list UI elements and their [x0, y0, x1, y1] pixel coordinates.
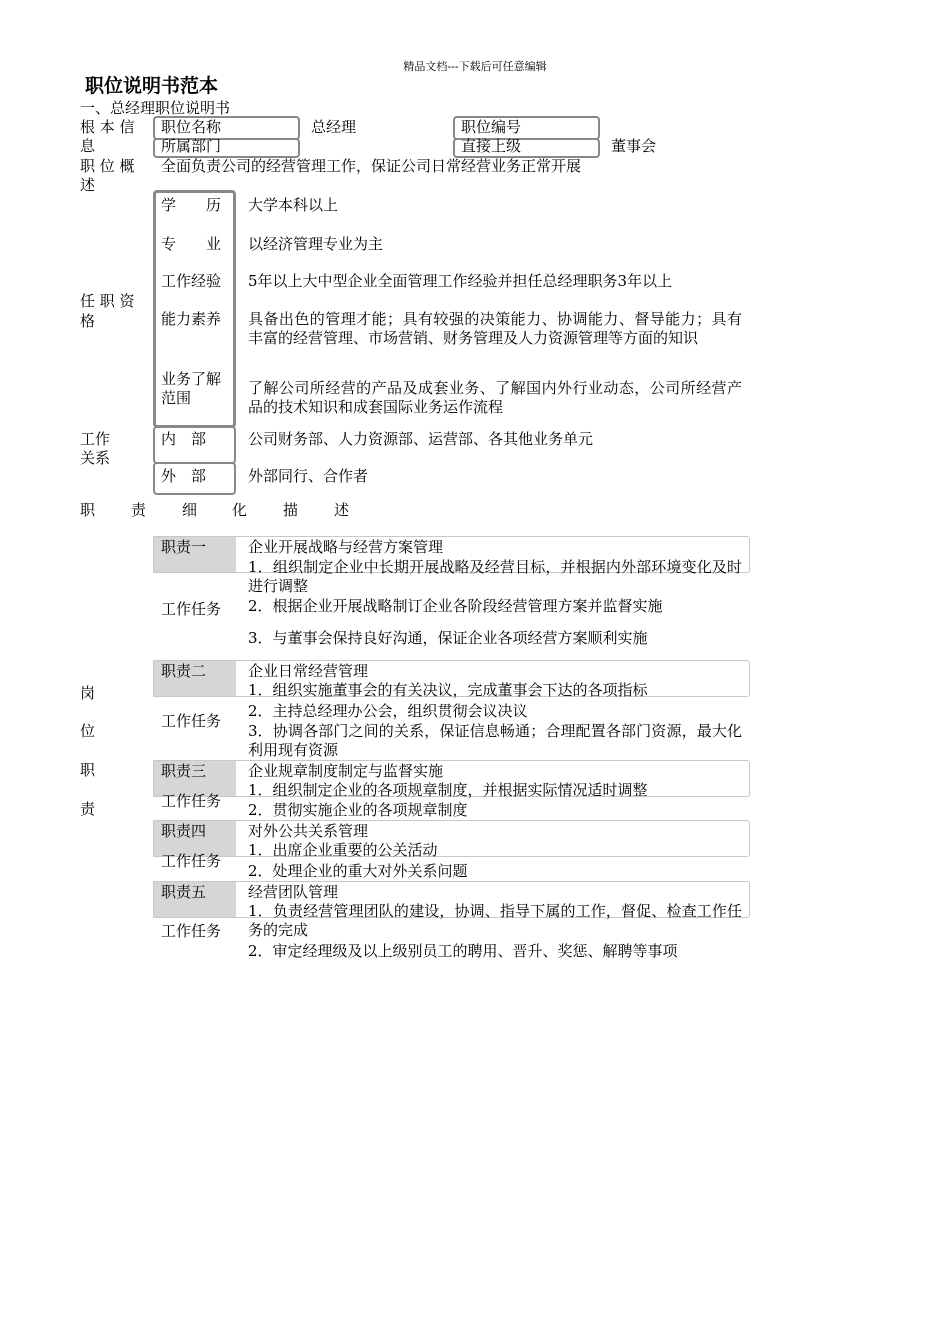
duty-4-label: 职责四	[161, 822, 207, 840]
duty-2-task-1: 1．组织实施董事会的有关决议，完成董事会下达的各项指标	[248, 681, 648, 699]
duty-3-task-label: 工作任务	[161, 792, 222, 810]
qualifications-label-line1: 任 职 资	[80, 292, 135, 310]
duty-1-task-label: 工作任务	[161, 600, 222, 618]
section-heading: 一、总经理职位说明书	[80, 99, 231, 117]
duty-3-title: 企业规章制度制定与监督实施	[248, 762, 444, 780]
superior-label: 直接上级	[461, 137, 522, 155]
duty-heading-char: 述	[334, 501, 350, 519]
overview-text: 全面负责公司的经营管理工作，保证公司日常经营业务正常开展	[161, 157, 582, 175]
post-duty-label-char: 位	[80, 722, 96, 740]
qualification-label-scope-line1: 业务了解	[161, 370, 222, 388]
duty-heading-char: 职	[80, 501, 96, 519]
relations-label-line1: 工作	[80, 430, 111, 448]
relations-external-value: 外部同行、合作者	[248, 467, 369, 485]
duty-3-task-2: 2．贯彻实施企业的各项规章制度	[248, 801, 468, 819]
duty-5-title: 经营团队管理	[248, 883, 339, 901]
header-note: 精品文档---下载后可任意编辑	[403, 60, 547, 73]
duty-1-task-3: 3．与董事会保持良好沟通，保证企业各项经营方案顺利实施	[248, 629, 648, 647]
relations-internal-label: 内 部	[161, 430, 207, 448]
qualification-value-scope: 了解公司所经营的产品及成套业务、了解国内外行业动态，公司所经营产品的技术知识和成套国际业务运作流程	[248, 379, 742, 416]
duty-4-task-1: 1．出席企业重要的公关活动	[248, 841, 438, 859]
duty-4-task-2: 2．处理企业的重大对外关系问题	[248, 862, 468, 880]
duty-2-task-3: 3．协调各部门之间的关系，保证信息畅通；合理配置各部门资源，最大化利用现有资源	[248, 722, 742, 759]
duty-1-task-1: 1．组织制定企业中长期开展战略及经营目标，并根据内外部环境变化及时进行调整	[248, 558, 742, 595]
duty-heading-char: 化	[232, 501, 248, 519]
duty-4-frame	[153, 820, 750, 857]
position-name-value: 总经理	[311, 118, 357, 136]
relations-external-label: 外 部	[161, 467, 207, 485]
duty-2-task-2: 2．主持总经理办公会，组织贯彻会议决议	[248, 702, 528, 720]
qualification-label-ability: 能力素养	[161, 310, 222, 328]
department-label: 所属部门	[161, 137, 222, 155]
post-duty-label-char: 责	[80, 800, 96, 818]
duty-1-title: 企业开展战略与经营方案管理	[248, 538, 444, 556]
duty-2-label: 职责二	[161, 662, 207, 680]
position-name-label: 职位名称	[161, 118, 222, 136]
basic-info-label-line2: 息	[80, 137, 96, 155]
duty-5-task-label: 工作任务	[161, 922, 222, 940]
duty-3-task-1: 1．组织制定企业的各项规章制度，并根据实际情况适时调整	[248, 781, 648, 799]
qualification-value-major: 以经济管理专业为主	[248, 235, 384, 253]
post-duty-label-char: 岗	[80, 684, 96, 702]
document-title: 职位说明书范本	[85, 75, 219, 97]
qualification-value-ability: 具备出色的管理才能；具有较强的决策能力、协调能力、督导能力；具有丰富的经营管理、市场营销、财务管理及人力资源管理等方面的知识	[248, 310, 742, 347]
overview-label-line2: 述	[80, 176, 96, 194]
basic-info-label-line1: 根 本 信	[80, 118, 135, 136]
duty-4-title: 对外公共关系管理	[248, 822, 369, 840]
duty-2-title: 企业日常经营管理	[248, 662, 369, 680]
position-code-label: 职位编号	[461, 118, 522, 136]
qualification-label-experience: 工作经验	[161, 272, 222, 290]
duty-3-label: 职责三	[161, 762, 207, 780]
duty-1-label: 职责一	[161, 538, 207, 556]
duty-5-task-2: 2．审定经理级及以上级别员工的聘用、晋升、奖惩、解聘等事项	[248, 942, 678, 960]
relations-internal-value: 公司财务部、人力资源部、运营部、各其他业务单元	[248, 430, 594, 448]
qualification-value-experience: 5年以上大中型企业全面管理工作经验并担任总经理职务3年以上	[248, 272, 673, 290]
duty-heading-char: 描	[283, 501, 299, 519]
duty-5-label: 职责五	[161, 883, 207, 901]
duty-5-task-1: 1．负责经营管理团队的建设，协调、指导下属的工作，督促、检查工作任务的完成	[248, 902, 742, 939]
qualifications-label-line2: 格	[80, 312, 96, 330]
overview-label-line1: 职 位 概	[80, 157, 135, 175]
qualification-label-education: 学 历	[161, 196, 222, 214]
duty-1-task-2: 2．根据企业开展战略制订企业各阶段经营管理方案并监督实施	[248, 597, 663, 615]
qualification-label-major: 专 业	[161, 235, 222, 253]
duty-heading-char: 责	[131, 501, 147, 519]
qualification-label-scope-line2: 范围	[161, 389, 192, 407]
qualification-value-education: 大学本科以上	[248, 196, 339, 214]
relations-label-line2: 关系	[80, 449, 111, 467]
duty-heading-char: 细	[182, 501, 198, 519]
duty-2-task-label: 工作任务	[161, 712, 222, 730]
superior-value: 董事会	[611, 137, 657, 155]
duty-4-task-label: 工作任务	[161, 852, 222, 870]
post-duty-label-char: 职	[80, 761, 96, 779]
